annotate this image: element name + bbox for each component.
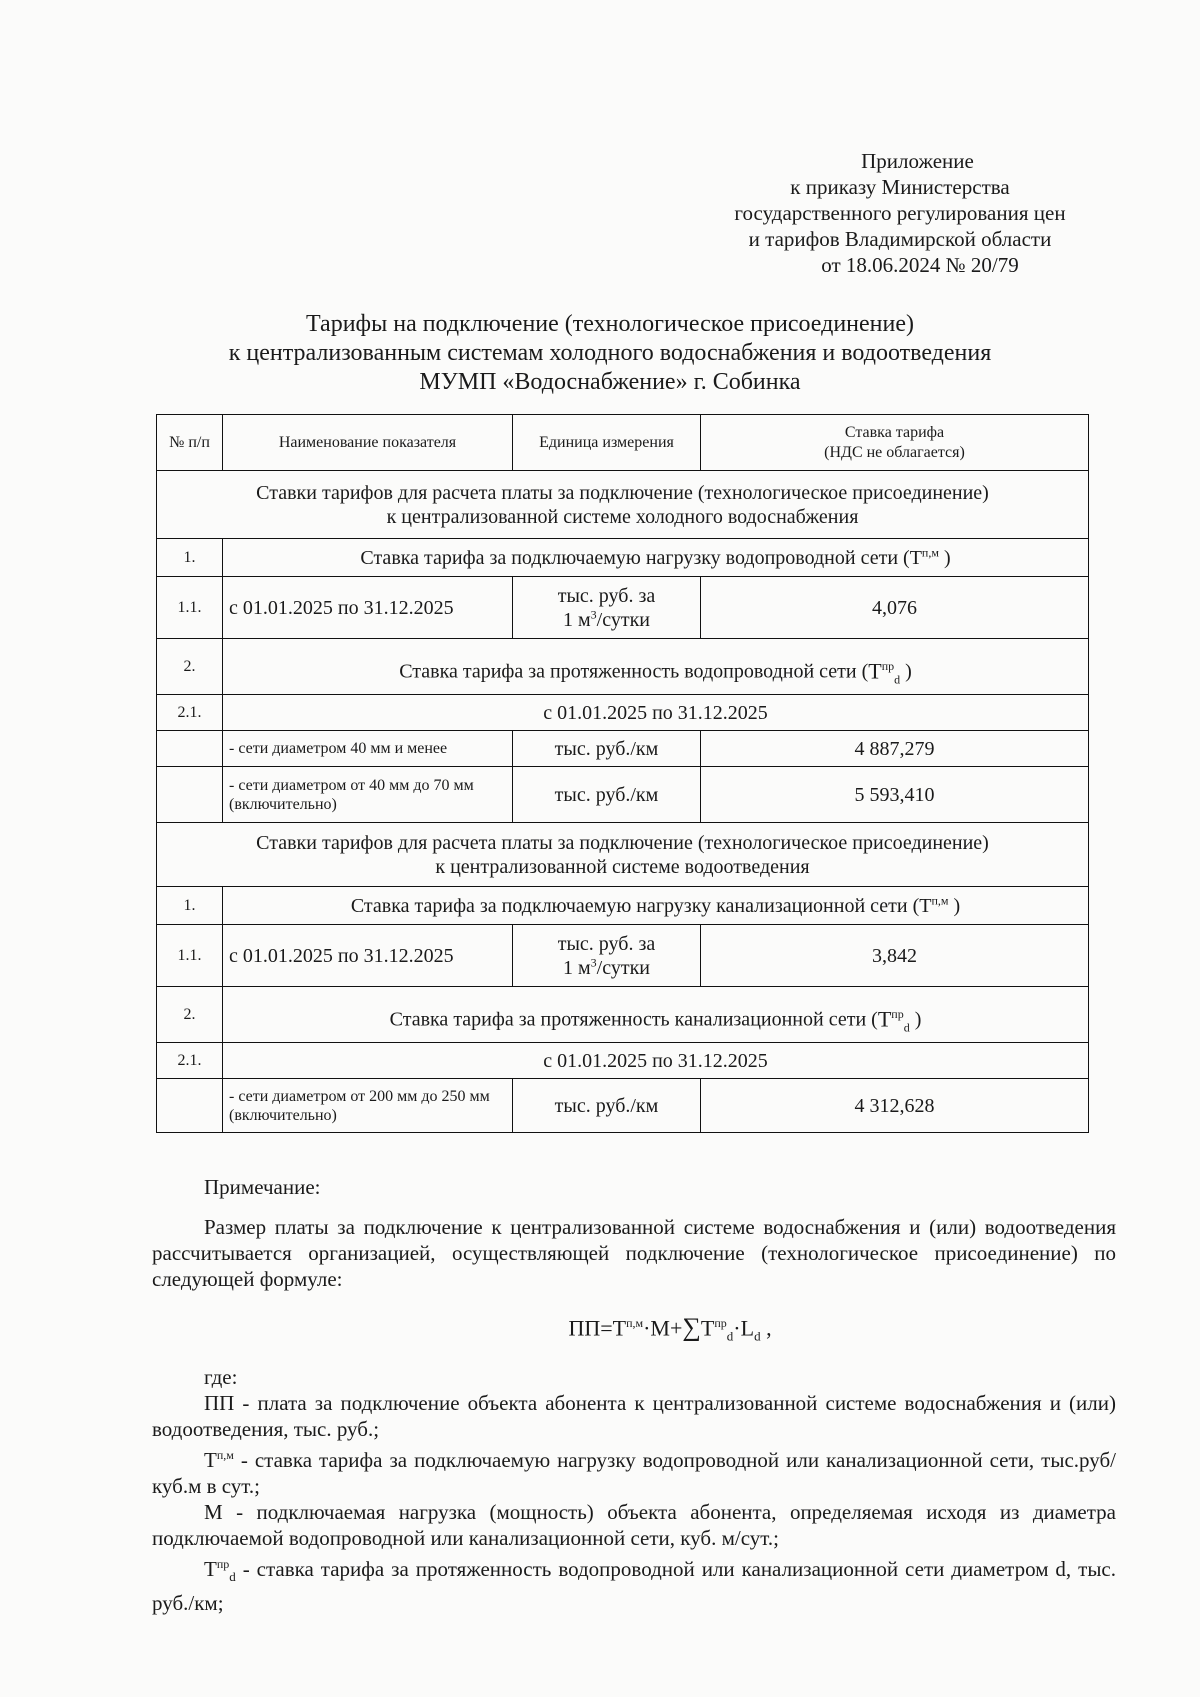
unit-cell	[513, 577, 701, 639]
unit-text-post: /сутки	[596, 956, 650, 979]
sewer-section-heading	[157, 823, 1089, 887]
t-sup: пр	[881, 659, 895, 674]
table-header-row	[157, 415, 1089, 471]
header-num: № п/п	[157, 415, 223, 471]
header-unit: Единица измерения	[513, 415, 701, 471]
tpr-symbol: Т	[204, 1556, 217, 1581]
t-d-pr-symbol	[878, 1004, 910, 1038]
notes-intro: Размер платы за подключение к централизованной системе водоснабжения и (или) водоотведения рассчитывается организацией, осуществляющей подключение (технологическое присоединение) по следующей формуле:	[152, 1215, 1116, 1291]
formula-t: Т	[700, 1315, 715, 1341]
appendix-header	[700, 148, 1100, 278]
unit-cell: тыс. руб./км	[513, 1079, 701, 1133]
diameter-name: - сети диаметром от 200 мм до 250 мм (включительно)	[223, 1079, 513, 1133]
table-row	[157, 1043, 1089, 1079]
table-row	[157, 925, 1089, 987]
title-line-3: МУМП «Водоснабжение» г. Собинка	[419, 369, 801, 395]
row-num: 2.	[157, 639, 223, 695]
diameter-rate-value: 5 593,410	[701, 767, 1089, 823]
row-num: 1.	[157, 887, 223, 925]
row-num-empty	[157, 731, 223, 767]
unit-line-2	[519, 956, 694, 980]
formula-end: ,	[760, 1315, 772, 1341]
definition-tpm	[152, 1442, 1116, 1499]
water-load-rate-heading	[223, 539, 1089, 577]
diameter-rate-value: 4 887,279	[701, 731, 1089, 767]
definition-pp: ПП - плата за подключение объекта абонента к централизованной системе водоснабжения и (или) водоотведения, тыс. руб.;	[152, 1390, 1116, 1441]
unit-line-2	[519, 608, 694, 632]
table-row	[157, 1079, 1089, 1133]
sewer-load-rate-sup: п,м	[931, 892, 949, 907]
water-length-rate-close: )	[900, 660, 912, 683]
table-row	[157, 639, 1089, 695]
diameter-name: - сети диаметром от 40 мм до 70 мм (включительно)	[223, 767, 513, 823]
tpr-def-text: - ставка тарифа за протяженность водопроводной или канализационной сети диаметром d, тыс. руб./км;	[152, 1556, 1116, 1615]
sewer-load-rate-close: )	[948, 894, 961, 917]
sewer-length-rate-heading	[223, 987, 1089, 1043]
t-symbol: Т	[877, 1006, 892, 1032]
row-num: 1.	[157, 539, 223, 577]
unit-text: 1 м	[563, 608, 591, 631]
diameter-rate-value: 4 312,628	[701, 1079, 1089, 1133]
water-section-line-2: к централизованной системе холодного водоснабжения	[386, 505, 859, 528]
water-length-rate-text: Ставка тарифа за протяженность водопроводной сети (	[399, 660, 869, 683]
appendix-line-2: к приказу Министерства	[790, 175, 1010, 199]
header-rate	[701, 415, 1089, 471]
notes-title: Примечание:	[204, 1175, 321, 1199]
unit-cell: тыс. руб./км	[513, 767, 701, 823]
table-row	[157, 695, 1089, 731]
formula-sub-d: d	[726, 1328, 734, 1344]
water-load-rate-value: 4,076	[701, 577, 1089, 639]
unit-line-1: тыс. руб. за	[557, 584, 656, 607]
t-sup: пр	[891, 1007, 904, 1022]
t-d-pr-symbol	[868, 656, 900, 690]
fee-formula	[224, 1310, 1116, 1350]
row-num: 2.1.	[157, 695, 223, 731]
formula-sup-pm: п,м	[626, 1316, 644, 1330]
row-num: 2.1.	[157, 1043, 223, 1079]
tpm-symbol: Т	[204, 1447, 217, 1472]
appendix-line-3: государственного регулирования цен	[734, 201, 1066, 225]
table-row	[157, 577, 1089, 639]
sewer-load-rate-text: Ставка тарифа за подключаемую нагрузку канализационной сети (Т	[350, 894, 932, 917]
period-cell: с 01.01.2025 по 31.12.2025	[223, 695, 1089, 731]
sewer-length-rate-close: )	[909, 1008, 922, 1031]
water-section-heading	[157, 471, 1089, 539]
unit-sup: 3	[590, 954, 597, 969]
sewer-load-rate-heading	[223, 887, 1089, 925]
appendix-line-1: Приложение	[861, 149, 974, 173]
header-rate-line-2: (НДС не облагается)	[824, 443, 965, 461]
water-load-rate-text: Ставка тарифа за подключаемую нагрузку водопроводной сети (Т	[360, 546, 922, 569]
row-num: 1.1.	[157, 577, 223, 639]
row-num: 1.1.	[157, 925, 223, 987]
table-row	[157, 767, 1089, 823]
title-line-2: к централизованным системам холодного водоснабжения и водоотведения	[228, 340, 992, 366]
formula-sub-d2: d	[754, 1328, 761, 1344]
row-num-empty	[157, 1079, 223, 1133]
t-symbol: Т	[868, 658, 882, 684]
period-cell: с 01.01.2025 по 31.12.2025	[223, 1043, 1089, 1079]
document-title	[150, 310, 1070, 397]
t-sub: d	[894, 673, 901, 687]
table-row	[157, 987, 1089, 1043]
tariff-table	[156, 414, 1089, 1133]
sewer-section-line-1: Ставки тарифов для расчета платы за подключение (технологическое присоединение)	[256, 831, 989, 854]
water-section-row	[157, 471, 1089, 539]
title-line-1: Тарифы на подключение (технологическое присоединение)	[305, 311, 915, 337]
sewer-load-rate-value: 3,842	[701, 925, 1089, 987]
unit-sup: 3	[590, 606, 597, 621]
appendix-line-5: от 18.06.2024 № 20/79	[821, 253, 1019, 277]
period-cell: с 01.01.2025 по 31.12.2025	[223, 577, 513, 639]
water-section-line-1: Ставки тарифов для расчета платы за подключение (технологическое присоединение)	[256, 481, 989, 504]
formula-sup-pr: пр	[714, 1316, 727, 1330]
unit-cell: тыс. руб./км	[513, 731, 701, 767]
table-row	[157, 731, 1089, 767]
tpm-def-text: - ставка тарифа за подключаемую нагрузку водопроводной или канализационной сети, тыс.руб/куб.м в сут.;	[152, 1447, 1116, 1498]
unit-text: 1 м	[563, 956, 591, 979]
header-name: Наименование показателя	[223, 415, 513, 471]
unit-line-1: тыс. руб. за	[557, 932, 656, 955]
water-load-rate-sup: п,м	[921, 544, 939, 559]
t-sub: d	[903, 1021, 910, 1035]
sewer-section-row	[157, 823, 1089, 887]
tpr-sup: пр	[216, 1556, 230, 1571]
row-num-empty	[157, 767, 223, 823]
water-length-rate-heading	[223, 639, 1089, 695]
sewer-length-rate-text: Ставка тарифа за протяженность канализационной сети (	[389, 1008, 878, 1031]
diameter-name: - сети диаметром 40 мм и менее	[223, 731, 513, 767]
table-row	[157, 887, 1089, 925]
row-num: 2.	[157, 987, 223, 1043]
table-row	[157, 539, 1089, 577]
formula-pp: ПП=Т	[568, 1315, 627, 1341]
definition-tpr	[152, 1551, 1116, 1616]
definition-m: М - подключаемая нагрузка (мощность) объекта абонента, определяемая исходя из диаметра подключаемой водопроводной или канализационной сети, куб. м/сут.;	[152, 1499, 1116, 1550]
appendix-line-4: и тарифов Владимирской области	[748, 227, 1052, 251]
tpm-sup: п,м	[216, 1447, 234, 1462]
period-cell: с 01.01.2025 по 31.12.2025	[223, 925, 513, 987]
header-rate-line-1: Ставка тарифа	[844, 423, 945, 441]
unit-cell	[513, 925, 701, 987]
sum-sign-icon: ∑	[682, 1312, 701, 1342]
unit-text-post: /сутки	[596, 608, 650, 631]
formula-mid: ·М+	[643, 1315, 683, 1341]
notes-section	[152, 1174, 1116, 1616]
water-load-rate-close: )	[938, 546, 951, 569]
tpr-sub: d	[229, 1568, 236, 1584]
sewer-section-line-2: к централизованной системе водоотведения	[435, 855, 810, 878]
notes-where: где:	[204, 1364, 238, 1389]
formula-l: ·L	[733, 1315, 755, 1341]
